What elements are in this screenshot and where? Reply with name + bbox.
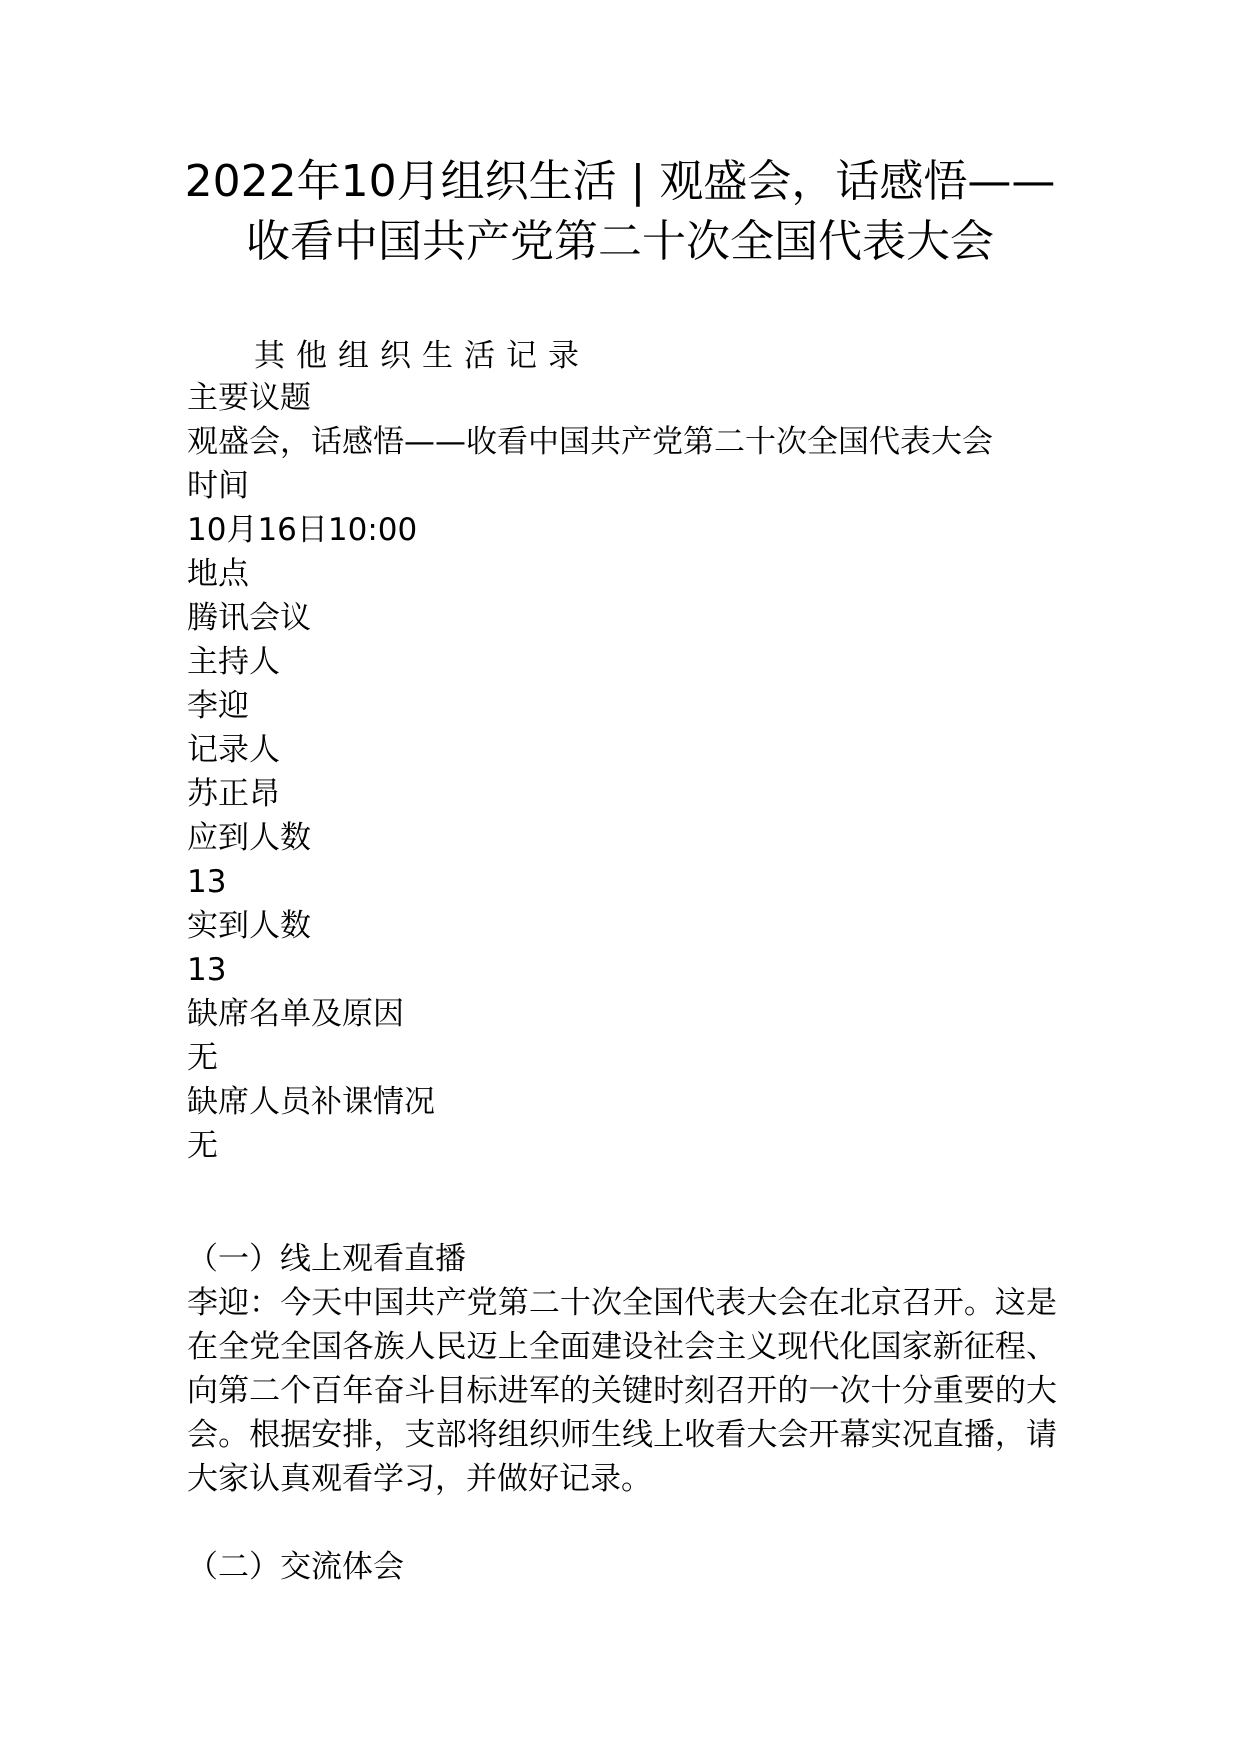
field-value-absentees: 无 (187, 1040, 218, 1076)
section-live-viewing (187, 1237, 1057, 1501)
field-label-host: 主持人 (187, 644, 280, 680)
section-body: 李迎：今天中国共产党第二十次全国代表大会在北京召开。这是在全党全国各族人民迈上全面建设社会主义现代化国家新征程、向第二个百年奋斗目标进军的关键时刻召开的一次十分重要的大会。根据安排，支部将组织师生线上收看大会开幕实况直播，请大家认真观看学习，并做好记录。 (187, 1285, 1057, 1497)
field-value-location: 腾讯会议 (187, 600, 311, 636)
field-label-time: 时间 (187, 468, 249, 504)
field-value-actual-count: 13 (187, 952, 227, 988)
field-label-recorder: 记录人 (187, 732, 280, 768)
field-label-topic: 主要议题 (187, 380, 311, 416)
field-label-location: 地点 (187, 556, 249, 592)
section-heading: （一）线上观看直播 (187, 1241, 466, 1277)
field-label-actual-count: 实到人数 (187, 908, 311, 944)
field-value-time: 10月16日10:00 (187, 512, 418, 548)
field-value-expected-count: 13 (187, 864, 227, 900)
section-exchange (187, 1545, 1057, 1589)
document-subtitle: 其他组织生活记录 (254, 338, 590, 374)
field-label-makeup: 缺席人员补课情况 (187, 1084, 435, 1120)
record-fields (187, 376, 1057, 1168)
field-value-recorder: 苏正昂 (187, 776, 280, 812)
section-heading: （二）交流体会 (187, 1549, 404, 1585)
field-label-absentees: 缺席名单及原因 (187, 996, 404, 1032)
field-value-host: 李迎 (187, 688, 249, 724)
document-title: 2022年10月组织生活 | 观盛会，话感悟——收看中国共产党第二十次全国代表大会 (184, 156, 1056, 267)
field-value-topic: 观盛会，话感悟——收看中国共产党第二十次全国代表大会 (187, 424, 993, 460)
field-value-makeup: 无 (187, 1128, 218, 1164)
field-label-expected-count: 应到人数 (187, 820, 311, 856)
